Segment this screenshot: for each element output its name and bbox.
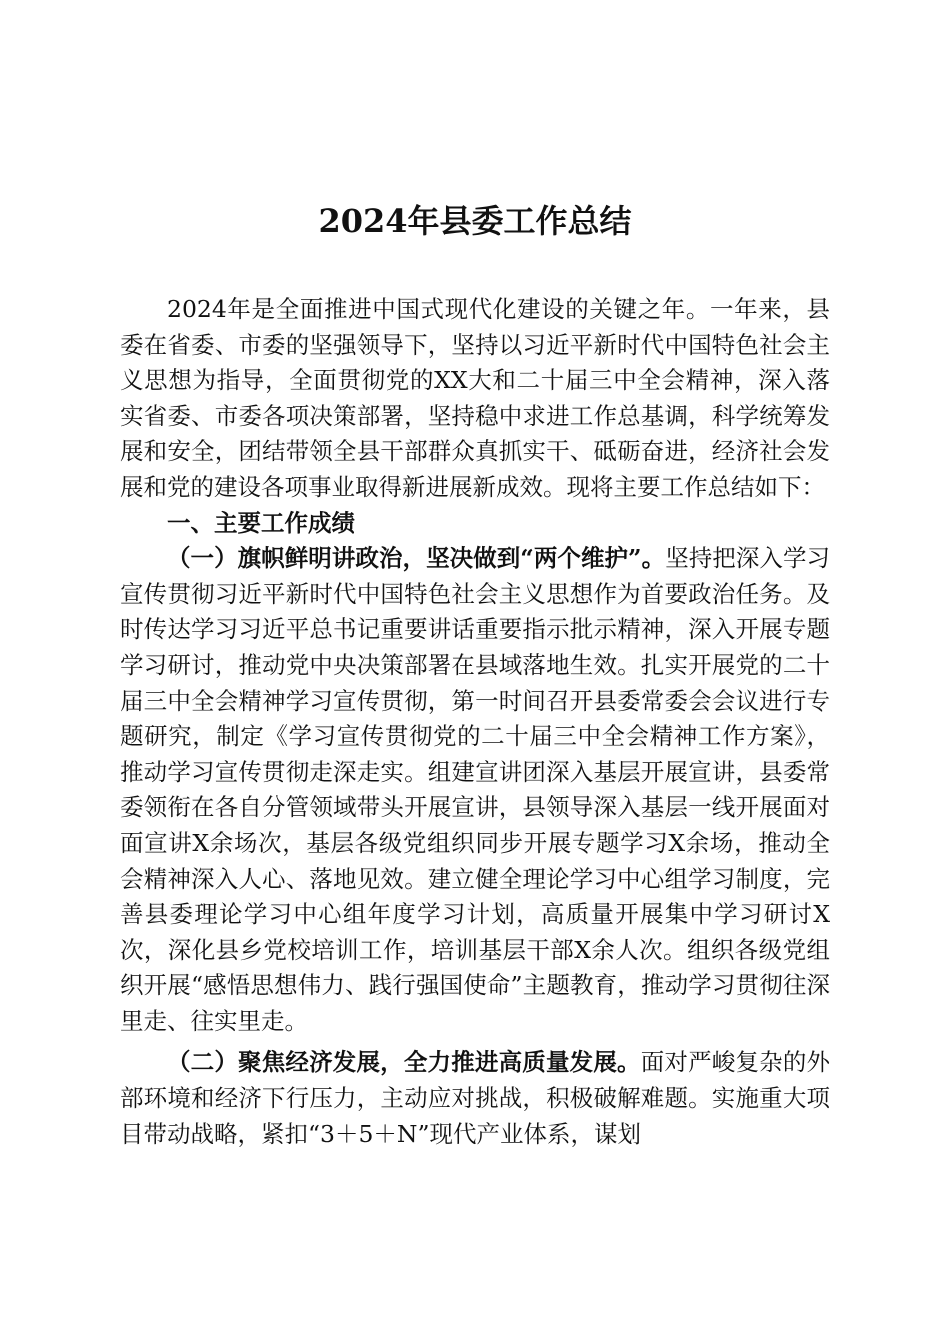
intro-paragraph: 2024年是全面推进中国式现代化建设的关键之年。一年来，县委在省委、市委的坚强领导下，坚持以习近平新时代中国特色社会主义思想为指导，全面贯彻党的XX大和二十届三中全会精神，深入落实省委、市委各项决策部署，坚持稳中求进工作总基调，科学统筹发展和安全，团结带领全县干部群众真抓实干、砥砺奋进，经济社会发展和党的建设各项事业取得新进展新成效。现将主要工作总结如下： [120, 295, 830, 501]
document-title: 2024年县委工作总结 [318, 202, 632, 240]
section-heading-main-achievements: 一、主要工作成绩 [167, 508, 355, 537]
achievement-item-1-text: 坚持把深入学习宣传贯彻习近平新时代中国特色社会主义思想作为首要政治任务。及时传达学习习近平总书记重要讲话重要指示批示精神，深入开展专题学习研讨，推动党中央决策部署在县域落地生效。扎实开展党的二十届三中全会精神学习宣传贯彻，第一时间召开县委常委会会议进行专题研究，制定《学习宣传贯彻党的二十届三中全会精神工作方案》，推动学习宣传贯彻走深走实。组建宣讲团深入基层开展宣讲，县委常委领衔在各自分管领域带头开展宣讲，县领导深入基层一线开展面对面宣讲X余场次，基层各级党组织同步开展专题学习X余场，推动全会精神深入人心、落地见效。建立健全理论学习中心组学习制度，完善县委理论学习中心组年度学习计划，高质量开展集中学习研讨X次，深化县乡党校培训工作，培训基层干部X余人次。组织各级党组织开展“感悟思想伟力、践行强国使命”主题教育，推动学习贯彻往深里走、往实里走。 [120, 544, 830, 1035]
achievement-item-2 [120, 1045, 830, 1152]
achievement-item-2-heading: （二）聚焦经济发展，全力推进高质量发展。 [167, 1048, 641, 1077]
document-body [120, 292, 830, 1152]
achievement-item-1-heading: （一）旗帜鲜明讲政治，坚决做到“两个维护”。 [167, 544, 666, 573]
achievement-item-2-text: 面对严峻复杂的外部环境和经济下行压力，主动应对挑战，积极破解难题。实施重大项目带动战略，紧扣“3＋5＋N”现代产业体系，谋划 [120, 1048, 830, 1148]
achievement-item-1 [120, 541, 830, 1039]
